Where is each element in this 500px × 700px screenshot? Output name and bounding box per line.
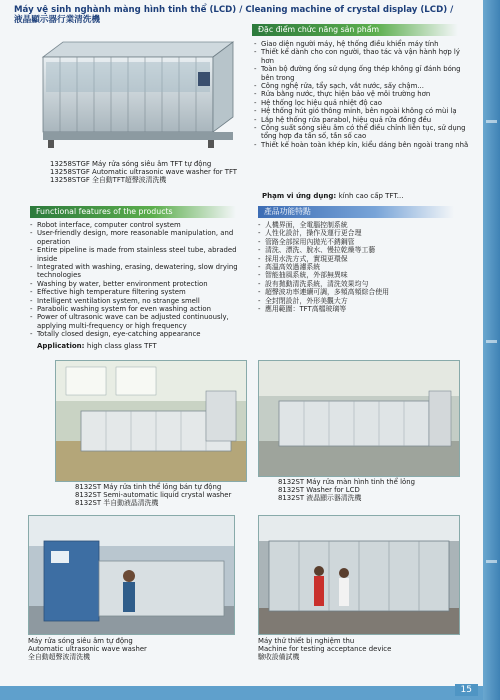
list-item: - Công suất sóng siêu âm có thể điều chỉnh liên tục, sử dụng tổng hợp đa tần số, tần số cao: [254, 124, 474, 141]
photo3-caption-en: Automatic ultrasonic wave washer: [28, 645, 147, 654]
list-item: - Toàn bộ đường ống sử dụng ống thép không gỉ đánh bóng bên trong: [254, 65, 474, 82]
photo2-caption: [278, 478, 415, 503]
photo-lcd-washer: [258, 360, 460, 477]
list-item: - 清洗、漂洗、脫水、慢拉乾燥等工藝: [258, 246, 468, 254]
list-item: - 採用水洗方式，實現更環保: [258, 255, 468, 263]
list-item: - User-friendly design, more reasonable manipulation, and operation: [30, 229, 250, 246]
photo3-caption-vi: Máy rửa sóng siêu âm tự động: [28, 637, 133, 645]
photo-testing-machine: [258, 515, 460, 635]
side-decor-bar: [483, 0, 500, 700]
list-item: - 人性化設計，操作及運行更合理: [258, 229, 468, 237]
machine1-caption-cn: 13258STGF 全自動TFT超聲波清洗機: [50, 176, 167, 185]
en-application-label: Application:: [37, 342, 85, 350]
vi-application: [262, 192, 403, 201]
list-item: - Hệ thống lọc hiệu quả nhiệt độ cao: [254, 99, 474, 107]
photo4-caption-cn: 驗收設備試機: [258, 653, 300, 662]
list-item: - Effective high temperature filtering system: [30, 288, 250, 296]
list-item: - Totally closed design, eye-catching appearance: [30, 330, 250, 338]
list-item: - Integrated with washing, erasing, dewatering, slow drying technologies: [30, 263, 250, 280]
en-feature-list: [30, 221, 250, 339]
photo-auto-ultrasonic-washer: [28, 515, 235, 635]
cn-section-header: 產品功能特點: [258, 206, 454, 218]
vi-application-value: kính cao cấp TFT...: [338, 192, 404, 200]
photo1-caption: [75, 483, 231, 508]
en-section-header: Functional features of the products: [30, 206, 236, 218]
list-item: - Parabolic washing system for even washing action: [30, 305, 250, 313]
title-line-1: Máy vệ sinh nghành màng hình tinh thể (LCD) / Cleaning machine of crystal display (LCD) /: [14, 5, 454, 15]
photo1-caption-cn: 8132ST 半自動液晶清洗機: [75, 499, 159, 508]
list-item: - Power of ultrasonic wave can be adjusted continuously, applying multi-frequency or high frequency: [30, 313, 250, 330]
list-item: - 設有拋動清洗系統，清洗效果均勻: [258, 280, 468, 288]
list-item: - Washing by water, better environment protection: [30, 280, 250, 288]
photo3-caption-cn: 全自動超聲波清洗機: [28, 653, 91, 662]
list-item: - Intelligent ventilation system, no strange smell: [30, 297, 250, 305]
photo4-caption: [258, 637, 391, 662]
factory-photo-image: [259, 516, 459, 634]
factory-photo-image: [259, 361, 459, 476]
en-application: [37, 342, 157, 351]
factory-photo-image: [56, 361, 246, 481]
photo2-caption-vi: 8132ST Máy rửa màn hình tinh thể lỏng: [278, 478, 415, 486]
title-line-2: 液晶顯示器行業清洗機: [14, 15, 100, 25]
cn-feature-list: [258, 221, 468, 313]
list-item: - Thiết kế dành cho con người, thao tác và vận hành hợp lý hơn: [254, 48, 474, 65]
list-item: - Giao diện người máy, hệ thống điều khiển máy tính: [254, 40, 474, 48]
list-item: - 管路全部採用內拋光不銹鋼管: [258, 238, 468, 246]
list-item: - 人機界面，全電腦控制系統: [258, 221, 468, 229]
photo4-caption-en: Machine for testing acceptance device: [258, 645, 392, 654]
list-item: - Công nghệ rửa, tẩy sạch, vắt nước, sấy chậm...: [254, 82, 474, 90]
machine1-caption-en: 13258STGF Automatic ultrasonic wave washer for TFT: [50, 168, 237, 177]
list-item: - 智能抽風系統，外部無異味: [258, 271, 468, 279]
vi-feature-list: [254, 40, 474, 149]
photo4-caption-vi: Máy thử thiết bị nghiệm thu: [258, 637, 355, 645]
photo2-caption-cn: 8132ST 液晶顯示器清洗機: [278, 494, 362, 503]
list-item: - Entire pipeline is made from stainless steel tube, abraded inside: [30, 246, 250, 263]
en-application-value: high class glass TFT: [86, 342, 157, 350]
list-item: - Robot interface, computer control system: [30, 221, 250, 229]
vi-application-label: Phạm vi ứng dụng:: [262, 192, 337, 200]
photo3-caption: [28, 637, 147, 662]
photo-semi-auto-washer: [55, 360, 247, 482]
machine1-caption: [50, 160, 237, 185]
list-item: - 高溫高效過濾系統: [258, 263, 468, 271]
list-item: - Thiết kế hoàn toàn khép kín, kiểu dáng bên ngoài trang nhã: [254, 141, 474, 149]
machine1-caption-vi: 13258STGF Máy rửa sóng siêu âm TFT tự động: [50, 160, 212, 168]
factory-photo-image: [29, 516, 234, 634]
cleaning-machine-image: [18, 22, 243, 157]
machine-illustration: [18, 22, 243, 157]
list-item: - 應用範圍：TFT高檔玻璃等: [258, 305, 468, 313]
list-item: - Rửa bằng nước, thực hiện bảo vệ môi trường hơn: [254, 90, 474, 98]
list-item: - 超聲波功率連續可調，多頻高頻綜合使用: [258, 288, 468, 296]
page-number: 15: [455, 684, 478, 696]
photo1-caption-en: 8132ST Semi-automatic liquid crystal washer: [75, 491, 232, 500]
list-item: - 全封閉設計，外形美觀大方: [258, 297, 468, 305]
bottom-decor-strip: [0, 686, 500, 700]
photo1-caption-vi: 8132ST Máy rửa tinh thể lỏng bán tự động: [75, 483, 222, 491]
photo2-caption-en: 8132ST Washer for LCD: [278, 486, 360, 495]
list-item: - Lắp hệ thống rửa parabol, hiệu quả rửa đồng đều: [254, 116, 474, 124]
list-item: - Hệ thống hút gió thông minh, bên ngoài không có mùi lạ: [254, 107, 474, 115]
vi-section-header: Đặc điểm chức năng sản phẩm: [252, 24, 458, 36]
